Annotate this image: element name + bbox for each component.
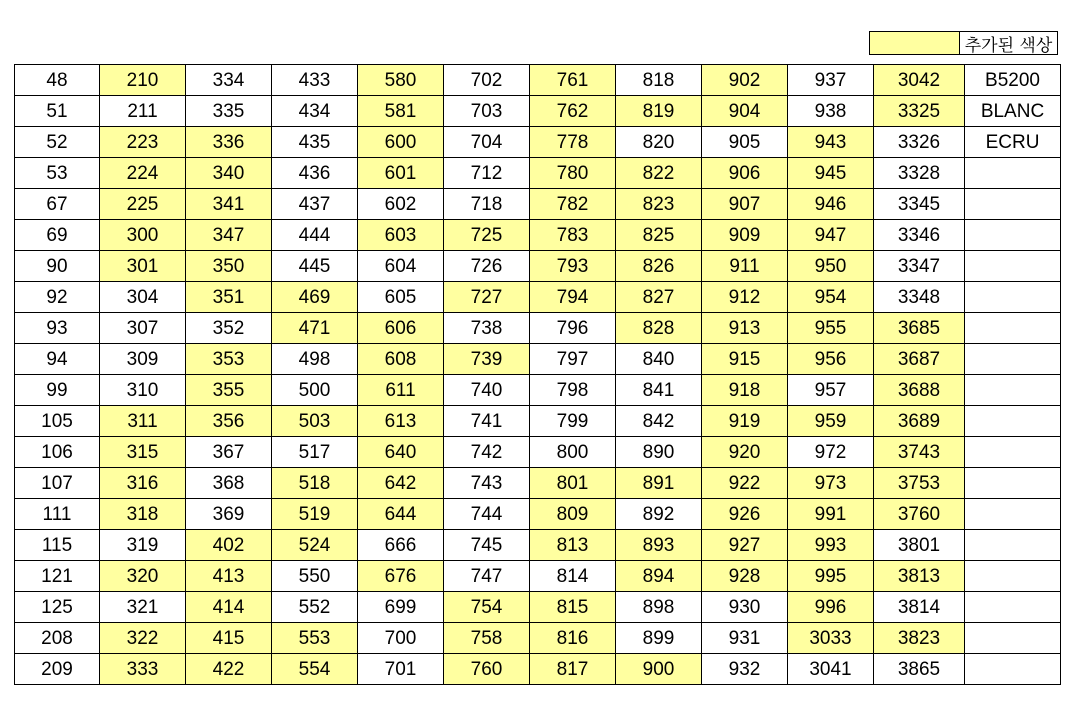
table-row — [15, 468, 1061, 499]
table-cell: 955 — [788, 313, 874, 344]
table-row — [15, 623, 1061, 654]
table-cell: 605 — [358, 282, 444, 313]
table-cell: 209 — [15, 654, 100, 685]
table-cell: 797 — [530, 344, 616, 375]
table-cell: 580 — [358, 65, 444, 96]
table-cell: 950 — [788, 251, 874, 282]
table-cell: 469 — [272, 282, 358, 313]
table-cell: 893 — [616, 530, 702, 561]
table-cell: 740 — [444, 375, 530, 406]
table-cell: 69 — [15, 220, 100, 251]
table-cell: 701 — [358, 654, 444, 685]
table-cell: 335 — [186, 96, 272, 127]
table-cell: 919 — [702, 406, 788, 437]
table-cell: 918 — [702, 375, 788, 406]
table-cell — [965, 623, 1061, 654]
table-cell: 712 — [444, 158, 530, 189]
table-cell: 727 — [444, 282, 530, 313]
table-cell: 745 — [444, 530, 530, 561]
table-cell — [965, 158, 1061, 189]
table-cell: 334 — [186, 65, 272, 96]
table-cell: 341 — [186, 189, 272, 220]
legend-swatch — [870, 32, 960, 54]
table-cell: 926 — [702, 499, 788, 530]
table-cell: 51 — [15, 96, 100, 127]
table-cell: 666 — [358, 530, 444, 561]
table-cell: 309 — [100, 344, 186, 375]
table-cell: 704 — [444, 127, 530, 158]
table-cell: 613 — [358, 406, 444, 437]
table-row — [15, 344, 1061, 375]
table-cell: 931 — [702, 623, 788, 654]
table-cell: 524 — [272, 530, 358, 561]
table-cell: 3042 — [874, 65, 965, 96]
table-cell: 52 — [15, 127, 100, 158]
table-cell: 445 — [272, 251, 358, 282]
table-cell: 823 — [616, 189, 702, 220]
table-cell: 793 — [530, 251, 616, 282]
table-cell: 703 — [444, 96, 530, 127]
table-cell: 973 — [788, 468, 874, 499]
table-cell: 991 — [788, 499, 874, 530]
table-cell: 815 — [530, 592, 616, 623]
table-cell: 304 — [100, 282, 186, 313]
table-cell: 3743 — [874, 437, 965, 468]
table-cell: 3328 — [874, 158, 965, 189]
table-cell: 920 — [702, 437, 788, 468]
table-cell: 125 — [15, 592, 100, 623]
table-cell: 413 — [186, 561, 272, 592]
table-cell: 900 — [616, 654, 702, 685]
table-cell: 800 — [530, 437, 616, 468]
table-cell: 778 — [530, 127, 616, 158]
table-cell: 946 — [788, 189, 874, 220]
table-cell: 640 — [358, 437, 444, 468]
table-cell: 106 — [15, 437, 100, 468]
table-row — [15, 251, 1061, 282]
table-cell: 993 — [788, 530, 874, 561]
table-cell: 553 — [272, 623, 358, 654]
table-cell: 500 — [272, 375, 358, 406]
table-cell: 519 — [272, 499, 358, 530]
table-cell: 311 — [100, 406, 186, 437]
table-cell: 121 — [15, 561, 100, 592]
table-cell — [965, 654, 1061, 685]
table-cell: 817 — [530, 654, 616, 685]
table-cell: 959 — [788, 406, 874, 437]
table-cell: 320 — [100, 561, 186, 592]
legend — [869, 31, 1058, 55]
table-cell: 902 — [702, 65, 788, 96]
table-cell: 554 — [272, 654, 358, 685]
table-cell: 742 — [444, 437, 530, 468]
table-cell: 315 — [100, 437, 186, 468]
table-cell: 351 — [186, 282, 272, 313]
table-row — [15, 96, 1061, 127]
table-cell: 402 — [186, 530, 272, 561]
table-cell: BLANC — [965, 96, 1061, 127]
table-cell: 782 — [530, 189, 616, 220]
table-cell — [965, 437, 1061, 468]
table-cell: 816 — [530, 623, 616, 654]
table-cell: 699 — [358, 592, 444, 623]
table-cell: 3801 — [874, 530, 965, 561]
table-cell: 780 — [530, 158, 616, 189]
table-cell: 67 — [15, 189, 100, 220]
table-cell: 892 — [616, 499, 702, 530]
table-cell: 3814 — [874, 592, 965, 623]
table-row — [15, 220, 1061, 251]
table-cell: 826 — [616, 251, 702, 282]
table-cell: 761 — [530, 65, 616, 96]
table-cell: 822 — [616, 158, 702, 189]
table-cell — [965, 499, 1061, 530]
table-cell — [965, 189, 1061, 220]
table-cell: 347 — [186, 220, 272, 251]
table-cell: 820 — [616, 127, 702, 158]
table-cell: 601 — [358, 158, 444, 189]
table-cell: 350 — [186, 251, 272, 282]
table-cell: 912 — [702, 282, 788, 313]
table-cell: 414 — [186, 592, 272, 623]
table-cell: 355 — [186, 375, 272, 406]
table-cell: 53 — [15, 158, 100, 189]
table-row — [15, 158, 1061, 189]
table-cell: 760 — [444, 654, 530, 685]
table-row — [15, 313, 1061, 344]
table-cell: 92 — [15, 282, 100, 313]
table-cell: 3348 — [874, 282, 965, 313]
table-cell: 550 — [272, 561, 358, 592]
table-cell: 700 — [358, 623, 444, 654]
table-cell: 318 — [100, 499, 186, 530]
table-cell: 813 — [530, 530, 616, 561]
table-cell: 3325 — [874, 96, 965, 127]
table-cell: 932 — [702, 654, 788, 685]
table-cell — [965, 313, 1061, 344]
color-code-table — [14, 64, 1061, 685]
table-cell: 3685 — [874, 313, 965, 344]
table-row — [15, 437, 1061, 468]
table-cell: 799 — [530, 406, 616, 437]
table-cell: B5200 — [965, 65, 1061, 96]
table-cell: 3041 — [788, 654, 874, 685]
table-cell: 937 — [788, 65, 874, 96]
table-cell: 3345 — [874, 189, 965, 220]
table-cell: 899 — [616, 623, 702, 654]
table-cell: 894 — [616, 561, 702, 592]
table-cell: 367 — [186, 437, 272, 468]
table-cell: 3760 — [874, 499, 965, 530]
table-body — [15, 65, 1061, 685]
table-row — [15, 654, 1061, 685]
table-cell: 3033 — [788, 623, 874, 654]
table-cell: 310 — [100, 375, 186, 406]
table-cell: 726 — [444, 251, 530, 282]
table-cell: 644 — [358, 499, 444, 530]
table-cell: 435 — [272, 127, 358, 158]
table-cell: 957 — [788, 375, 874, 406]
table-cell: 794 — [530, 282, 616, 313]
table-cell: 3347 — [874, 251, 965, 282]
table-cell: 353 — [186, 344, 272, 375]
table-cell: 907 — [702, 189, 788, 220]
table-cell: 301 — [100, 251, 186, 282]
table-cell — [965, 468, 1061, 499]
table-cell: 225 — [100, 189, 186, 220]
table-cell: 3689 — [874, 406, 965, 437]
table-cell — [965, 282, 1061, 313]
table-cell: 3813 — [874, 561, 965, 592]
table-cell: 898 — [616, 592, 702, 623]
table-cell: 552 — [272, 592, 358, 623]
table-cell: 333 — [100, 654, 186, 685]
table-cell: 938 — [788, 96, 874, 127]
table-cell — [965, 406, 1061, 437]
table-cell: 954 — [788, 282, 874, 313]
table-row — [15, 65, 1061, 96]
table-cell: 352 — [186, 313, 272, 344]
table-cell: 819 — [616, 96, 702, 127]
table-cell: 904 — [702, 96, 788, 127]
table-cell: 814 — [530, 561, 616, 592]
table-cell — [965, 592, 1061, 623]
table-cell: 436 — [272, 158, 358, 189]
table-cell: 840 — [616, 344, 702, 375]
table-cell: 210 — [100, 65, 186, 96]
table-cell: 319 — [100, 530, 186, 561]
table-cell: 336 — [186, 127, 272, 158]
table-cell: 890 — [616, 437, 702, 468]
table-cell: 99 — [15, 375, 100, 406]
table-cell — [965, 251, 1061, 282]
table-cell: 444 — [272, 220, 358, 251]
table-cell: 369 — [186, 499, 272, 530]
table-cell: 909 — [702, 220, 788, 251]
table-cell: 498 — [272, 344, 358, 375]
table-cell: 437 — [272, 189, 358, 220]
table-cell: 600 — [358, 127, 444, 158]
table-cell: 798 — [530, 375, 616, 406]
table-cell: 300 — [100, 220, 186, 251]
table-cell: 434 — [272, 96, 358, 127]
table-cell: 3688 — [874, 375, 965, 406]
table-cell: 676 — [358, 561, 444, 592]
table-cell: 3753 — [874, 468, 965, 499]
table-row — [15, 406, 1061, 437]
table-cell: 743 — [444, 468, 530, 499]
table-cell: 606 — [358, 313, 444, 344]
table-cell: 809 — [530, 499, 616, 530]
table-row — [15, 282, 1061, 313]
table-cell — [965, 530, 1061, 561]
table-cell — [965, 561, 1061, 592]
table-cell: 604 — [358, 251, 444, 282]
table-cell: 90 — [15, 251, 100, 282]
table-cell: 356 — [186, 406, 272, 437]
table-cell: 3346 — [874, 220, 965, 251]
table-cell: 702 — [444, 65, 530, 96]
table-cell: 602 — [358, 189, 444, 220]
table-cell: 905 — [702, 127, 788, 158]
table-cell: 211 — [100, 96, 186, 127]
table-cell: 842 — [616, 406, 702, 437]
table-cell: 972 — [788, 437, 874, 468]
table-cell: 3823 — [874, 623, 965, 654]
table-cell: 930 — [702, 592, 788, 623]
table-row — [15, 189, 1061, 220]
table-cell: 471 — [272, 313, 358, 344]
legend-label: 추가된 색상 — [964, 35, 1053, 56]
table-row — [15, 530, 1061, 561]
table-cell: 762 — [530, 96, 616, 127]
table-row — [15, 375, 1061, 406]
table-cell: 340 — [186, 158, 272, 189]
table-cell: 956 — [788, 344, 874, 375]
table-cell: 801 — [530, 468, 616, 499]
table-cell: 741 — [444, 406, 530, 437]
table-cell: 945 — [788, 158, 874, 189]
table-cell: 995 — [788, 561, 874, 592]
table-cell: 368 — [186, 468, 272, 499]
table-cell: 105 — [15, 406, 100, 437]
table-cell: 796 — [530, 313, 616, 344]
table-cell: 422 — [186, 654, 272, 685]
table-cell: 744 — [444, 499, 530, 530]
table-cell: 111 — [15, 499, 100, 530]
table-cell — [965, 344, 1061, 375]
table-cell — [965, 220, 1061, 251]
table-cell: 223 — [100, 127, 186, 158]
table-cell: 718 — [444, 189, 530, 220]
table-cell: 3865 — [874, 654, 965, 685]
table-row — [15, 127, 1061, 158]
table-cell: 906 — [702, 158, 788, 189]
table-row — [15, 561, 1061, 592]
table-cell: 433 — [272, 65, 358, 96]
table-cell: 93 — [15, 313, 100, 344]
table-cell: 996 — [788, 592, 874, 623]
table-cell: 913 — [702, 313, 788, 344]
table-row — [15, 499, 1061, 530]
table-cell: 738 — [444, 313, 530, 344]
table-cell: 518 — [272, 468, 358, 499]
table-cell — [965, 375, 1061, 406]
table-cell: 603 — [358, 220, 444, 251]
table-cell: 517 — [272, 437, 358, 468]
table-cell: 922 — [702, 468, 788, 499]
table-cell: 827 — [616, 282, 702, 313]
table-cell: 316 — [100, 468, 186, 499]
table-cell: 48 — [15, 65, 100, 96]
table-cell: ECRU — [965, 127, 1061, 158]
table-cell: 739 — [444, 344, 530, 375]
table-cell: 115 — [15, 530, 100, 561]
table-cell: 581 — [358, 96, 444, 127]
table-cell: 754 — [444, 592, 530, 623]
table-cell: 224 — [100, 158, 186, 189]
table-cell: 503 — [272, 406, 358, 437]
table-cell: 608 — [358, 344, 444, 375]
table-cell: 321 — [100, 592, 186, 623]
table-cell: 758 — [444, 623, 530, 654]
table-cell: 307 — [100, 313, 186, 344]
table-cell: 642 — [358, 468, 444, 499]
table-cell: 841 — [616, 375, 702, 406]
table-cell: 611 — [358, 375, 444, 406]
table-cell: 3326 — [874, 127, 965, 158]
table-cell: 928 — [702, 561, 788, 592]
table-cell: 107 — [15, 468, 100, 499]
table-cell: 415 — [186, 623, 272, 654]
table-cell: 783 — [530, 220, 616, 251]
table-cell: 825 — [616, 220, 702, 251]
table-cell: 891 — [616, 468, 702, 499]
table-cell: 208 — [15, 623, 100, 654]
table-cell: 943 — [788, 127, 874, 158]
table-cell: 828 — [616, 313, 702, 344]
table-cell: 818 — [616, 65, 702, 96]
table-cell: 322 — [100, 623, 186, 654]
table-cell: 725 — [444, 220, 530, 251]
table-cell: 911 — [702, 251, 788, 282]
table-cell: 747 — [444, 561, 530, 592]
table-cell: 94 — [15, 344, 100, 375]
table-cell: 3687 — [874, 344, 965, 375]
table-cell: 927 — [702, 530, 788, 561]
table-row — [15, 592, 1061, 623]
table-cell: 915 — [702, 344, 788, 375]
table-cell: 947 — [788, 220, 874, 251]
